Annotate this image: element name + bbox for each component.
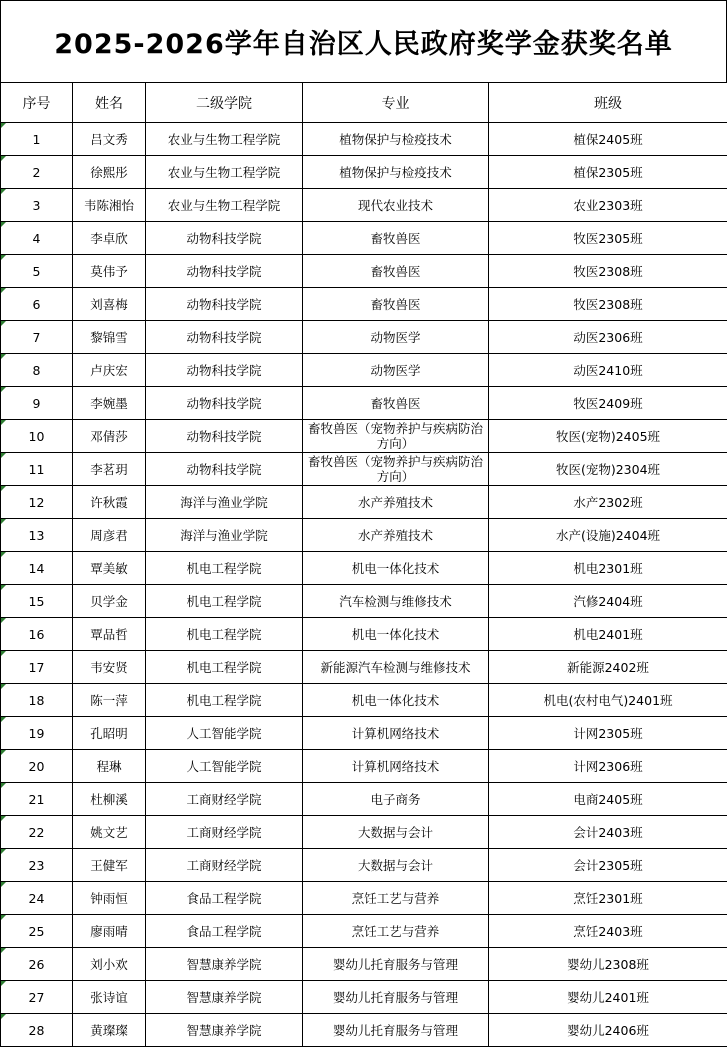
cell-major: 植物保护与检疫技术 (303, 123, 489, 156)
cell-class: 牧医(宠物)2405班 (489, 420, 727, 453)
cell-major: 植物保护与检疫技术 (303, 156, 489, 189)
cell-major: 婴幼儿托育服务与管理 (303, 1014, 489, 1047)
cell-class: 汽修2404班 (489, 585, 727, 618)
cell-major: 婴幼儿托育服务与管理 (303, 948, 489, 981)
cell-college: 动物科技学院 (146, 321, 303, 354)
cell-major: 畜牧兽医（宠物养护与疾病防治方向） (303, 453, 489, 486)
cell-college: 智慧康养学院 (146, 948, 303, 981)
cell-index: 3 (1, 189, 73, 222)
table-row (1, 519, 727, 552)
cell-class: 计网2306班 (489, 750, 727, 783)
cell-index: 28 (1, 1014, 73, 1047)
cell-index: 19 (1, 717, 73, 750)
cell-index: 24 (1, 882, 73, 915)
cell-name: 程琳 (73, 750, 146, 783)
cell-college: 动物科技学院 (146, 255, 303, 288)
cell-index: 21 (1, 783, 73, 816)
cell-index: 20 (1, 750, 73, 783)
cell-index: 11 (1, 453, 73, 486)
cell-college: 农业与生物工程学院 (146, 189, 303, 222)
table-row (1, 684, 727, 717)
cell-major: 动物医学 (303, 354, 489, 387)
table-row (1, 123, 727, 156)
table-body (1, 123, 727, 1047)
cell-name: 李卓欣 (73, 222, 146, 255)
cell-college: 工商财经学院 (146, 816, 303, 849)
cell-college: 机电工程学院 (146, 552, 303, 585)
cell-index: 25 (1, 915, 73, 948)
cell-major: 计算机网络技术 (303, 750, 489, 783)
cell-name: 陈一萍 (73, 684, 146, 717)
cell-class: 水产(设施)2404班 (489, 519, 727, 552)
table-row (1, 255, 727, 288)
table-row (1, 783, 727, 816)
table-row (1, 288, 727, 321)
cell-major: 机电一体化技术 (303, 552, 489, 585)
table-row (1, 849, 727, 882)
cell-name: 李茗玥 (73, 453, 146, 486)
cell-class: 机电2401班 (489, 618, 727, 651)
table-row (1, 552, 727, 585)
cell-class: 会计2403班 (489, 816, 727, 849)
cell-class: 计网2305班 (489, 717, 727, 750)
cell-name: 莫伟予 (73, 255, 146, 288)
cell-class: 牧医2308班 (489, 255, 727, 288)
cell-major: 畜牧兽医 (303, 255, 489, 288)
cell-index: 12 (1, 486, 73, 519)
cell-major: 畜牧兽医 (303, 288, 489, 321)
cell-index: 13 (1, 519, 73, 552)
cell-college: 动物科技学院 (146, 288, 303, 321)
cell-name: 覃品哲 (73, 618, 146, 651)
table-row (1, 717, 727, 750)
cell-major: 大数据与会计 (303, 849, 489, 882)
table-row (1, 189, 727, 222)
cell-major: 烹饪工艺与营养 (303, 915, 489, 948)
cell-major: 畜牧兽医（宠物养护与疾病防治方向） (303, 420, 489, 453)
cell-class: 牧医2305班 (489, 222, 727, 255)
cell-index: 15 (1, 585, 73, 618)
cell-class: 会计2305班 (489, 849, 727, 882)
cell-college: 工商财经学院 (146, 849, 303, 882)
table-row (1, 486, 727, 519)
cell-index: 16 (1, 618, 73, 651)
cell-index: 7 (1, 321, 73, 354)
cell-college: 动物科技学院 (146, 222, 303, 255)
cell-class: 婴幼儿2308班 (489, 948, 727, 981)
cell-index: 4 (1, 222, 73, 255)
cell-name: 钟雨恒 (73, 882, 146, 915)
cell-major: 大数据与会计 (303, 816, 489, 849)
cell-index: 26 (1, 948, 73, 981)
cell-college: 机电工程学院 (146, 684, 303, 717)
cell-class: 电商2405班 (489, 783, 727, 816)
cell-index: 23 (1, 849, 73, 882)
cell-index: 8 (1, 354, 73, 387)
table-row (1, 981, 727, 1014)
table-row (1, 453, 727, 486)
cell-name: 孔昭明 (73, 717, 146, 750)
cell-college: 动物科技学院 (146, 453, 303, 486)
cell-college: 动物科技学院 (146, 354, 303, 387)
header-class: 班级 (489, 83, 727, 123)
cell-major: 新能源汽车检测与维修技术 (303, 651, 489, 684)
cell-class: 烹饪2301班 (489, 882, 727, 915)
cell-index: 14 (1, 552, 73, 585)
cell-name: 邓倩莎 (73, 420, 146, 453)
cell-class: 牧医2308班 (489, 288, 727, 321)
cell-class: 牧医2409班 (489, 387, 727, 420)
table-row (1, 618, 727, 651)
table-row (1, 750, 727, 783)
cell-class: 机电(农村电气)2401班 (489, 684, 727, 717)
cell-index: 18 (1, 684, 73, 717)
cell-index: 9 (1, 387, 73, 420)
table-row (1, 420, 727, 453)
table-row (1, 1014, 727, 1047)
cell-major: 汽车检测与维修技术 (303, 585, 489, 618)
cell-major: 畜牧兽医 (303, 222, 489, 255)
cell-name: 李婉墨 (73, 387, 146, 420)
table-row (1, 651, 727, 684)
cell-major: 现代农业技术 (303, 189, 489, 222)
cell-index: 27 (1, 981, 73, 1014)
cell-name: 韦安贤 (73, 651, 146, 684)
cell-college: 工商财经学院 (146, 783, 303, 816)
cell-class: 植保2405班 (489, 123, 727, 156)
cell-class: 水产2302班 (489, 486, 727, 519)
table-row (1, 354, 727, 387)
cell-class: 牧医(宠物)2304班 (489, 453, 727, 486)
cell-major: 机电一体化技术 (303, 618, 489, 651)
cell-name: 廖雨晴 (73, 915, 146, 948)
header-college: 二级学院 (146, 83, 303, 123)
table-row (1, 915, 727, 948)
cell-name: 许秋霞 (73, 486, 146, 519)
cell-name: 杜柳溪 (73, 783, 146, 816)
cell-class: 植保2305班 (489, 156, 727, 189)
cell-major: 计算机网络技术 (303, 717, 489, 750)
cell-college: 机电工程学院 (146, 618, 303, 651)
cell-name: 周彦君 (73, 519, 146, 552)
cell-college: 食品工程学院 (146, 882, 303, 915)
cell-class: 新能源2402班 (489, 651, 727, 684)
cell-index: 6 (1, 288, 73, 321)
table-row (1, 387, 727, 420)
cell-name: 黎锦雪 (73, 321, 146, 354)
cell-name: 韦陈湘怡 (73, 189, 146, 222)
cell-name: 吕文秀 (73, 123, 146, 156)
table-row (1, 585, 727, 618)
header-name: 姓名 (73, 83, 146, 123)
cell-class: 婴幼儿2401班 (489, 981, 727, 1014)
cell-college: 人工智能学院 (146, 717, 303, 750)
cell-major: 水产养殖技术 (303, 486, 489, 519)
cell-college: 农业与生物工程学院 (146, 123, 303, 156)
cell-index: 1 (1, 123, 73, 156)
table-row (1, 156, 727, 189)
cell-index: 2 (1, 156, 73, 189)
cell-index: 22 (1, 816, 73, 849)
cell-class: 动医2410班 (489, 354, 727, 387)
cell-index: 10 (1, 420, 73, 453)
header-major: 专业 (303, 83, 489, 123)
table-header-row (1, 83, 727, 123)
cell-major: 畜牧兽医 (303, 387, 489, 420)
cell-class: 动医2306班 (489, 321, 727, 354)
cell-name: 刘小欢 (73, 948, 146, 981)
cell-college: 人工智能学院 (146, 750, 303, 783)
table-row (1, 321, 727, 354)
cell-name: 贝学金 (73, 585, 146, 618)
cell-college: 机电工程学院 (146, 651, 303, 684)
cell-class: 婴幼儿2406班 (489, 1014, 727, 1047)
cell-name: 卢庆宏 (73, 354, 146, 387)
cell-major: 烹饪工艺与营养 (303, 882, 489, 915)
table-row (1, 222, 727, 255)
cell-college: 智慧康养学院 (146, 1014, 303, 1047)
cell-name: 覃美敏 (73, 552, 146, 585)
cell-college: 海洋与渔业学院 (146, 486, 303, 519)
cell-name: 姚文艺 (73, 816, 146, 849)
cell-class: 烹饪2403班 (489, 915, 727, 948)
cell-major: 婴幼儿托育服务与管理 (303, 981, 489, 1014)
cell-college: 海洋与渔业学院 (146, 519, 303, 552)
cell-class: 机电2301班 (489, 552, 727, 585)
table-row (1, 948, 727, 981)
cell-name: 张诗谊 (73, 981, 146, 1014)
cell-college: 动物科技学院 (146, 420, 303, 453)
cell-name: 黄璨璨 (73, 1014, 146, 1047)
cell-index: 17 (1, 651, 73, 684)
award-table (0, 82, 727, 1047)
cell-name: 刘喜梅 (73, 288, 146, 321)
cell-major: 电子商务 (303, 783, 489, 816)
cell-college: 农业与生物工程学院 (146, 156, 303, 189)
cell-college: 机电工程学院 (146, 585, 303, 618)
cell-index: 5 (1, 255, 73, 288)
cell-major: 水产养殖技术 (303, 519, 489, 552)
header-index: 序号 (1, 83, 73, 123)
cell-name: 王健军 (73, 849, 146, 882)
cell-name: 徐熙彤 (73, 156, 146, 189)
cell-class: 农业2303班 (489, 189, 727, 222)
cell-college: 食品工程学院 (146, 915, 303, 948)
cell-college: 智慧康养学院 (146, 981, 303, 1014)
cell-major: 动物医学 (303, 321, 489, 354)
page-title: 2025-2026学年自治区人民政府奖学金获奖名单 (0, 0, 727, 82)
cell-major: 机电一体化技术 (303, 684, 489, 717)
cell-college: 动物科技学院 (146, 387, 303, 420)
table-row (1, 882, 727, 915)
table-row (1, 816, 727, 849)
